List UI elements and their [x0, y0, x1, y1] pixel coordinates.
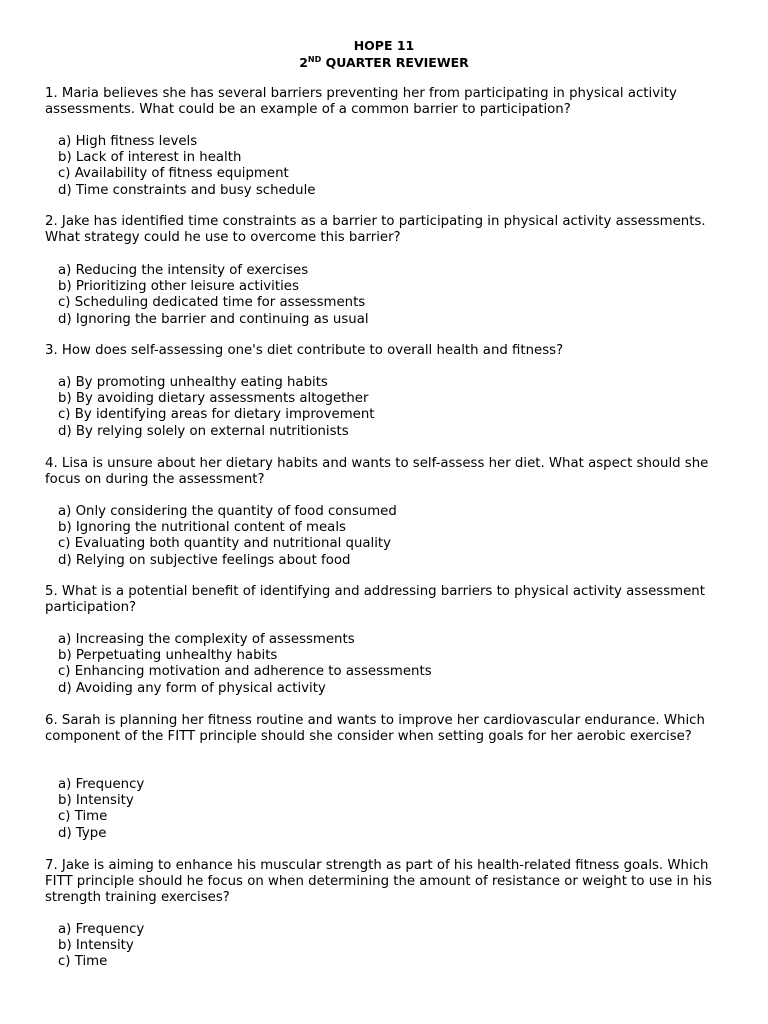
subtitle-number: 2 [299, 55, 308, 70]
option: b) Intensity [58, 793, 134, 809]
question-1-options [58, 134, 658, 199]
question-6-options [58, 777, 658, 842]
option: d) By relying solely on external nutritionists [58, 423, 349, 439]
option: b) Prioritizing other leisure activities [58, 279, 299, 295]
option: a) Increasing the complexity of assessments [58, 632, 355, 647]
document-title [0, 38, 768, 54]
question-3-options [58, 375, 658, 440]
option: a) By promoting unhealthy eating habits [58, 375, 328, 390]
option: a) High fitness levels [58, 134, 198, 149]
option: c) Scheduling dedicated time for assessments [58, 295, 366, 311]
question-6: 6. Sarah is planning her fitness routine and wants to improve her cardiovascular endurance. Which component of the FITT principle should she consider when setting goals for her aerobic exercise? [45, 713, 705, 745]
option: a) Frequency [58, 777, 145, 792]
option: a) Reducing the intensity of exercises [58, 263, 309, 278]
title-text: HOPE 11 [353, 38, 415, 53]
option: a) Frequency [58, 922, 145, 937]
question-5-options [58, 632, 658, 697]
option: a) Only considering the quantity of food consumed [58, 504, 397, 519]
option: b) By avoiding dietary assessments altogether [58, 391, 369, 407]
option: b) Ignoring the nutritional content of meals [58, 520, 346, 536]
option: b) Perpetuating unhealthy habits [58, 648, 278, 664]
subtitle-rest: QUARTER REVIEWER [321, 55, 469, 70]
option: c) Time [58, 954, 108, 970]
question-7: 7. Jake is aiming to enhance his muscular strength as part of his health-related fitness goals. Which FITT principle should he focus on when determining the amount of resistance or weight to use in his strength training exercises? [45, 858, 712, 906]
option: d) Relying on subjective feelings about food [58, 552, 351, 568]
subtitle-ordinal: ND [307, 55, 322, 64]
question-5: 5. What is a potential benefit of identifying and addressing barriers to physical activity assessment participation? [45, 584, 705, 616]
option: c) Evaluating both quantity and nutritional quality [58, 536, 392, 552]
option: b) Lack of interest in health [58, 150, 242, 166]
option: d) Type [58, 825, 107, 841]
option: c) Time [58, 809, 108, 825]
option: c) Enhancing motivation and adherence to assessments [58, 664, 432, 680]
question-3: 3. How does self-assessing one's diet contribute to overall health and fitness? [45, 343, 564, 358]
option: c) Availability of fitness equipment [58, 166, 289, 182]
option: d) Ignoring the barrier and continuing as usual [58, 311, 369, 327]
question-2-options [58, 263, 658, 328]
question-7-options [58, 922, 658, 971]
document-subtitle [0, 55, 768, 71]
option: b) Intensity [58, 938, 134, 954]
question-4-options [58, 504, 658, 569]
question-1: 1. Maria believes she has several barriers preventing her from participating in physical activity assessments. What could be an example of a common barrier to participation? [45, 86, 677, 118]
option: d) Time constraints and busy schedule [58, 182, 316, 198]
question-4: 4. Lisa is unsure about her dietary habits and wants to self-assess her diet. What aspect should she focus on during the assessment? [45, 456, 709, 488]
option: c) By identifying areas for dietary improvement [58, 407, 375, 423]
option: d) Avoiding any form of physical activity [58, 680, 326, 696]
question-2: 2. Jake has identified time constraints as a barrier to participating in physical activity assessments. What strategy could he use to overcome this barrier? [45, 214, 706, 246]
